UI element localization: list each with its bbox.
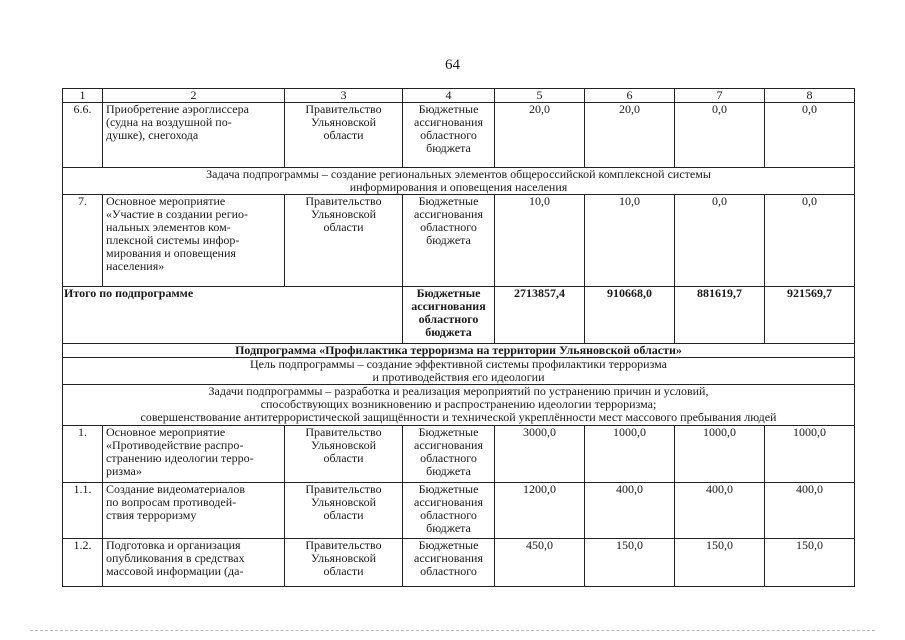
row-number: 1.2. (63, 539, 103, 587)
activity-name: Подготовка и организация опубликования в средствах массовой информации (да- (103, 539, 285, 587)
total-row (63, 287, 855, 344)
subprogram-tasks: Задачи подпрограммы – разработка и реализация мероприятий по устранению причин и условий, способствующих возникновению и распространению идеологии терроризма; совершенствование антитеррористической защищённости и технической укреплённости мест массового пребывания людей (63, 385, 855, 426)
column-header: 1 (63, 89, 103, 103)
funding-source: Бюджетные ассигнования областного (403, 539, 495, 587)
funding-source: Бюджетные ассигнования областного бюджета (403, 287, 495, 344)
activity-name: Основное мероприятие «Противодействие распро- странению идеологии терро- ризма» (103, 426, 285, 483)
total-col6: 910668,0 (585, 287, 675, 344)
table-row (63, 426, 855, 483)
value-col7: 0,0 (675, 195, 765, 287)
table-row (63, 103, 855, 168)
value-col6: 150,0 (585, 539, 675, 587)
value-col8: 150,0 (765, 539, 855, 587)
activity-name: Приобретение аэроглиссера (судна на воздушной по- душке), снегохода (103, 103, 285, 168)
value-col6: 1000,0 (585, 426, 675, 483)
value-col5: 3000,0 (495, 426, 585, 483)
executor: Правительство Ульяновской области (285, 195, 403, 287)
executor: Правительство Ульяновской области (285, 426, 403, 483)
value-col7: 150,0 (675, 539, 765, 587)
funding-source: Бюджетные ассигнования областного бюджета (403, 195, 495, 287)
column-header: 5 (495, 89, 585, 103)
activity-name: Создание видеоматериалов по вопросам противодей- ствия терроризму (103, 483, 285, 539)
column-header: 8 (765, 89, 855, 103)
column-header: 6 (585, 89, 675, 103)
section-row (63, 168, 855, 195)
subprogram-title: Подпрограмма «Профилактика терроризма на территории Ульяновской области» (63, 344, 855, 358)
value-col5: 450,0 (495, 539, 585, 587)
value-col8: 0,0 (765, 195, 855, 287)
total-col7: 881619,7 (675, 287, 765, 344)
subprogram-title-row (63, 344, 855, 358)
section-row (63, 385, 855, 426)
column-header: 2 (103, 89, 285, 103)
total-col5: 2713857,4 (495, 287, 585, 344)
total-col8: 921569,7 (765, 287, 855, 344)
table-row (63, 195, 855, 287)
activity-name: Основное мероприятие «Участие в создании регио- нальных элементов ком- плексной системы инфор- мирования и оповещения населения» (103, 195, 285, 287)
page-number: 64 (445, 57, 460, 73)
funding-source: Бюджетные ассигнования областного бюджета (403, 103, 495, 168)
row-number: 1.1. (63, 483, 103, 539)
executor: Правительство Ульяновской области (285, 539, 403, 587)
executor: Правительство Ульяновской области (285, 103, 403, 168)
funding-source: Бюджетные ассигнования областного бюджета (403, 426, 495, 483)
value-col5: 10,0 (495, 195, 585, 287)
executor: Правительство Ульяновской области (285, 483, 403, 539)
value-col8: 400,0 (765, 483, 855, 539)
budget-table (62, 88, 855, 587)
column-header: 7 (675, 89, 765, 103)
value-col5: 1200,0 (495, 483, 585, 539)
value-col7: 400,0 (675, 483, 765, 539)
total-label: Итого по подпрограмме (63, 287, 403, 344)
column-header: 3 (285, 89, 403, 103)
subprogram-goal: Цель подпрограммы – создание эффективной системы профилактики терроризма и противодействия его идеологии (63, 358, 855, 385)
row-number: 7. (63, 195, 103, 287)
table-row (63, 539, 855, 587)
value-col8: 1000,0 (765, 426, 855, 483)
section-row (63, 358, 855, 385)
row-number: 1. (63, 426, 103, 483)
funding-source: Бюджетные ассигнования областного бюджета (403, 483, 495, 539)
value-col6: 10,0 (585, 195, 675, 287)
page-bottom-edge (30, 630, 875, 633)
value-col7: 1000,0 (675, 426, 765, 483)
value-col5: 20,0 (495, 103, 585, 168)
value-col6: 20,0 (585, 103, 675, 168)
column-header: 4 (403, 89, 495, 103)
column-number-header-row (63, 89, 855, 103)
value-col6: 400,0 (585, 483, 675, 539)
value-col8: 0,0 (765, 103, 855, 168)
value-col7: 0,0 (675, 103, 765, 168)
row-number: 6.6. (63, 103, 103, 168)
task-description: Задача подпрограммы – создание региональных элементов общероссийской комплексной системы информирования и оповещения населения (63, 168, 855, 195)
table-row (63, 483, 855, 539)
